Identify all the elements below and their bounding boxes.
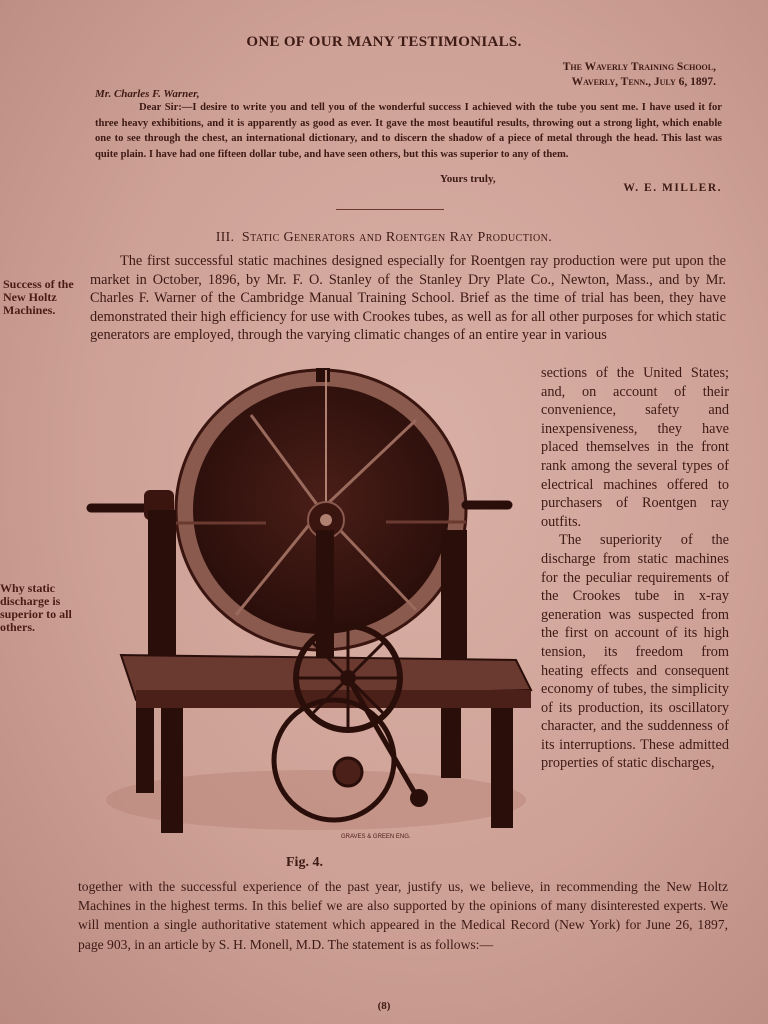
article-column-part-2: The superiority of the discharge from static machines for the peculiar requirements of the Crookes tube in x-ray generation was suspected from the first on account of its high tension, its freedom from heating effects and consequent economy of tubes, the simplicity of its production, its oscillatory character, and the suddenness of its interruptions. These admitted properties of static discharges, — [541, 532, 729, 772]
article-column-part-1: sections of the United States; and, on account of their convenience, safety and inexpensiveness, they have placed themselves in the front rank among the several types of electrical machines offered to purchasers of Roentgen ray outfits. — [541, 365, 729, 530]
article-paragraph-bottom: together with the successful experience of the past year, justify us, we believe, in recommending the New Holtz Machines in the highest terms. In this belief we are also supported by the opinions of many disinterested experts. We will mention a single authoritative statement which appeared in the Medical Record (New York) for June 26, 1897, page 903, in an article by S. H. Monell, M.D. The statement is as follows:— — [78, 879, 728, 952]
letter-signature: W. E. MILLER. — [623, 182, 722, 194]
school-name: The Waverly Training School, — [562, 61, 716, 73]
static-machine-illustration — [86, 360, 536, 850]
figure-caption: Fig. 4. — [286, 855, 323, 870]
engraver-mark: GRAVES & GREEN ENG. — [341, 834, 411, 840]
section-title-text: Static Generators and Roentgen Ray Production. — [241, 230, 553, 245]
holtz-machine-engraving — [86, 360, 536, 850]
section-title — [0, 229, 768, 246]
margin-note-static-discharge: Why static discharge is superior to all others. — [0, 581, 72, 634]
testimonial-school-address — [563, 60, 716, 90]
margin-note-success: Success of the New Holtz Machines. — [3, 277, 74, 317]
page-number: (8) — [377, 1000, 391, 1012]
letter-body: Dear Sir:—I desire to write you and tell you of the wonderful success I achieved with the tube you sent me. I have used it for three heavy exhibitions, and it is apparently as good as ever. It gave the most beautiful results, throwing out a strong light, which enable one to see through the chest, an international dictionary, and to discern the shadow of a piece of metal through the head. This last was quite plain. I have had one fifteen dollar tube, and have seen others, but this was superior to any of them. — [95, 102, 722, 160]
testimonial-heading: ONE OF OUR MANY TESTIMONIALS. — [246, 34, 522, 50]
letter-closing: Yours truly, — [440, 173, 496, 185]
article-paragraph-1: The first successful static machines designed especially for Roentgen ray production were put upon the market in October, 1896, by Mr. F. O. Stanley of the Stanley Dry Plate Co., Newton, Mass., and by Mr. Charles F. Warner of the Cambridge Manual Training School. Brief as the time of trial has been, they have demonstrated their high efficiency for use with Crookes tubes, as well as for all other purposes for which static generators are employed, through the varying climatic changes of an entire year in various — [90, 253, 726, 344]
article-column — [541, 364, 729, 773]
section-number: III. — [215, 229, 235, 244]
letter-salutation: Mr. Charles F. Warner, — [95, 88, 200, 100]
section-divider — [336, 209, 444, 210]
school-location-date: Waverly, Tenn., July 6, 1897. — [571, 76, 716, 88]
